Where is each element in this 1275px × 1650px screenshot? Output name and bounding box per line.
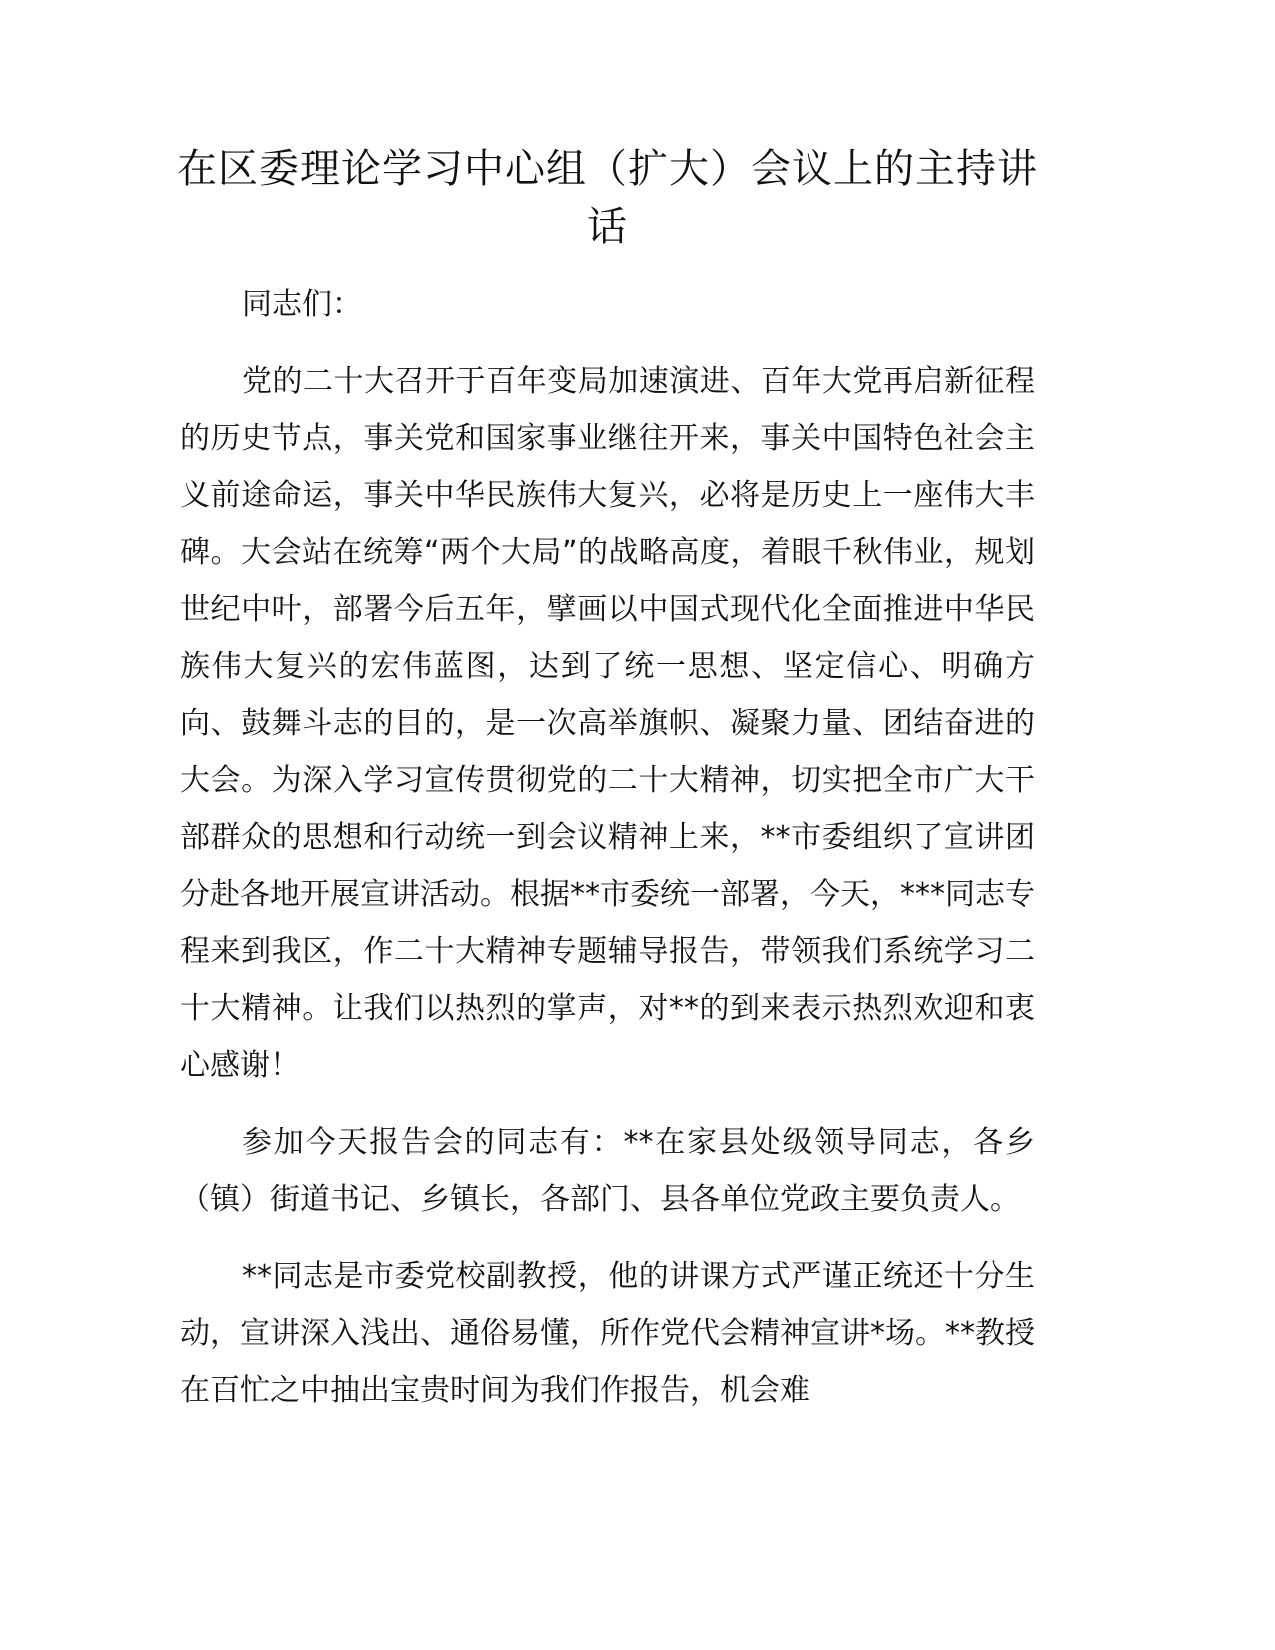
salutation-paragraph: 同志们：: [242, 287, 362, 322]
body-paragraph: 参加今天报告会的同志有：**在家县处级领导同志，各乡（镇）街道书记、乡镇长，各部门、县各单位党政主要负责人。: [180, 1125, 1035, 1217]
document-title: 在区委理论学习中心组（扩大）会议上的主持讲话: [177, 146, 1038, 250]
body-paragraph: 党的二十大召开于百年变局加速演进、百年大党再启新征程的历史节点，事关党和国家事业继往开来，事关中国特色社会主义前途命运，事关中华民族伟大复兴，必将是历史上一座伟大丰碑。大会站在统筹“两个大局”的战略高度，着眼千秋伟业，规划世纪中叶，部署今后五年，擘画以中国式现代化全面推进中华民族伟大复兴的宏伟蓝图，达到了统一思想、坚定信心、明确方向、鼓舞斗志的目的，是一次高举旗帜、凝聚力量、团结奋进的大会。为深入学习宣传贯彻党的二十大精神，切实把全市广大干部群众的思想和行动统一到会议精神上来，**市委组织了宣讲团分赴各地开展宣讲活动。根据**市委统一部署，今天，***同志专程来到我区，作二十大精神专题辅导报告，带领我们系统学习二十大精神。让我们以热烈的掌声，对**的到来表示热烈欢迎和衷心感谢！: [180, 364, 1035, 1083]
body-paragraph: **同志是市委党校副教授，他的讲课方式严谨正统还十分生动，宣讲深入浅出、通俗易懂，所作党代会精神宣讲*场。**教授在百忙之中抽出宝贵时间为我们作报告，机会难: [180, 1259, 1035, 1408]
document-page: [177, 140, 1038, 1439]
